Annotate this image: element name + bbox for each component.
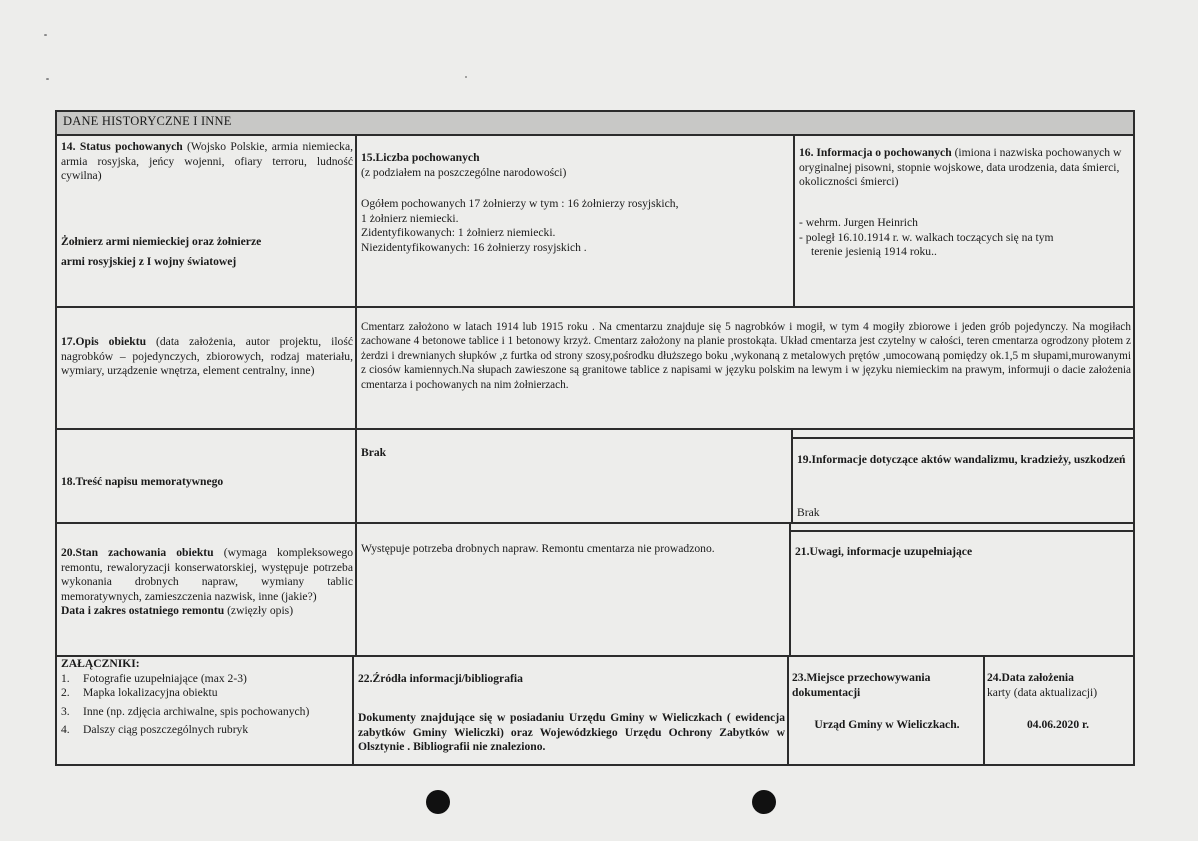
inner-rule [791,530,1133,532]
col-divider [793,136,795,306]
field-15-hint: (z podziałem na poszczególne narodowości) [361,165,567,179]
punch-hole [752,790,776,814]
field-24-hint: karty (data aktualizacji) [987,685,1098,699]
field-22-value: Dokumenty znajdujące się w posiadaniu Urzędu Gminy w Wieliczkach ( ewidencja zabytków Gminy Wieliczki) oraz Wojewódzkiego Urzędu Ochrony Zabytków w Olsztynie . Bibliografii nie znaleziono. [358,711,785,754]
scan-speck [46,78,49,80]
field-20-hint: (wymaga kompleksowego remontu, rewaloryzacji konserwatorskiej, występuje potrzeba wykonania drobnych napraw, wymiany tablic memoratywnych, zamieszczenia nazwisk, inne (jakie?) [61,546,353,603]
field-24-title: 24.Data założenia [987,671,1074,684]
col-divider [352,655,354,764]
scan-speck [465,76,467,78]
field-15-label [361,151,789,180]
field-15-value [361,197,789,255]
attachment-text: Fotografie uzupełniające (max 2-3) [83,671,247,685]
field-15-line: 1 żołnierz niemiecki. [361,211,459,225]
field-24-label [987,671,1133,700]
field-15-line: Niezidentyfikowanych: 16 żołnierzy rosyjskich . [361,240,587,254]
inner-rule [793,437,1133,439]
col-divider [355,306,357,428]
attachment-item [61,723,349,738]
field-22-title: 22.Źródła informacji/bibliografia [358,672,523,685]
field-17-title: 17.Opis obiektu [61,335,147,348]
field-16-value [799,216,1129,260]
field-20-label [61,546,353,619]
row-divider [57,428,1133,430]
attachment-number: 3. [61,704,70,718]
attachment-number: 1. [61,671,70,685]
col-divider [791,428,793,522]
field-18-value: Brak [361,446,387,459]
field-23-value: Urząd Gminy w Wieliczkach. [814,718,960,731]
col-divider [355,428,357,522]
col-divider [355,136,357,306]
punch-hole [426,790,450,814]
attachment-number: 2. [61,686,70,700]
field-17-value: Cmentarz założono w latach 1914 lub 1915 roku . Na cmentarzu znajduje się 5 nagrobków i mogił, w tym 4 mogiły zbiorowe i jeden grób pojedynczy. Na mogiłach zachowane 4 betonowe tablice i 1 betonowy krzyż. Cmentarz założony na planie prostokąta. Układ cmentarza jest czytelny w całości, teren cmentarza ogrodzony płotem z żerdzi i drewnianych słupków ,z furtka od strony szosy,pośrodku dłuższego boku ,wykonaną z metalowych prętów ,umocowaną pomiędzy ok.1,5 m słupami,murowanymi z ciosów kamiennych.Na słupach zawieszone są granitowe tablice z napisami w języku polskim na lewym i w języku niemieckim na prawym, informuji o dacie założenia cmentarza i pochowanych na nim żołnierzach. [361,321,1131,391]
field-17-label [61,335,353,379]
col-divider [787,655,789,764]
row-divider [57,306,1133,308]
attachment-number: 4. [61,723,70,737]
attachments-title: ZAŁĄCZNIKI: [61,657,140,670]
attachment-item [61,705,349,720]
attachment-text: Dalszy ciąg poszczególnych rubryk [83,723,249,737]
field-20-value: Występuje potrzeba drobnych napraw. Remontu cmentarza nie prowadzono. [361,542,715,555]
field-21-title: 21.Uwagi, informacje uzupełniające [795,545,973,558]
field-14-title: 14. Status pochowanych [61,140,183,153]
field-15-line: Ogółem pochowanych 17 żołnierzy w tym : 16 żołnierzy rosyjskich, [361,197,679,210]
field-16-hint: (imiona i nazwiska pochowanych w oryginalnej pisowni, stopnie wojskowe, data urodzenia, data śmierci, okoliczności śmierci) [799,146,1122,189]
field-17-hint: (data założenia, autor projektu, ilość nagrobków – pojedynczych, zbiorowych, rodzaj materiału, wymiary, urządzenie wnętrza, element centralny, inne) [61,335,353,378]
attachment-text: Inne (np. zdjęcia archiwalne, spis pochowanych) [83,704,310,718]
section-header-title: DANE HISTORYCZNE I INNE [63,114,232,128]
field-16-title: 16. Informacja o pochowanych [799,146,952,159]
field-16-line: terenie jesienią 1914 roku.. [811,245,937,259]
field-20-title: 20.Stan zachowania obiektu [61,546,214,559]
attachment-text: Mapka lokalizacyjna obiektu [83,686,218,700]
field-14-label [61,140,353,184]
field-19-value: Brak [797,506,820,519]
field-23-title: 23.Miejsce przechowywania dokumentacji [792,671,931,699]
section-header [57,112,1133,136]
row-divider [57,522,1133,524]
attachment-item [61,672,349,687]
col-divider [789,522,791,655]
attachment-item [61,686,349,701]
field-14-hint: (Wojsko Polskie, armia niemiecka, armia rosyjska, jeńcy wojenni, ofiary terroru, ludność cywilna) [61,140,353,183]
field-24-value: 04.06.2020 r. [1026,718,1090,731]
field-14-value-line: Żołnierz armi niemieckiej oraz żołnierze [61,235,262,248]
scan-speck [44,34,47,36]
field-18-title: 18.Treść napisu memoratywnego [61,475,224,488]
col-divider [983,655,985,764]
field-14-value-line: armi rosyjskiej z I wojny światowej [61,254,237,268]
field-19-title: 19.Informacje dotyczące aktów wandalizmu, kradzieży, uszkodzeń [797,453,1126,466]
field-14-value [61,235,353,269]
field-20-subhint: (zwięzły opis) [227,604,294,618]
col-divider [355,522,357,655]
field-20-subtitle: Data i zakres ostatniego remontu [61,604,225,618]
field-15-title: 15.Liczba pochowanych [361,151,480,164]
field-16-label [799,146,1127,190]
attachments-list [61,657,349,738]
field-15-line: Zidentyfikowanych: 1 żołnierz niemiecki. [361,226,556,240]
field-16-line: - wehrm. Jurgen Heinrich [799,216,918,229]
field-16-line: - poległ 16.10.1914 r. w. walkach toczących się na tym [799,230,1054,244]
